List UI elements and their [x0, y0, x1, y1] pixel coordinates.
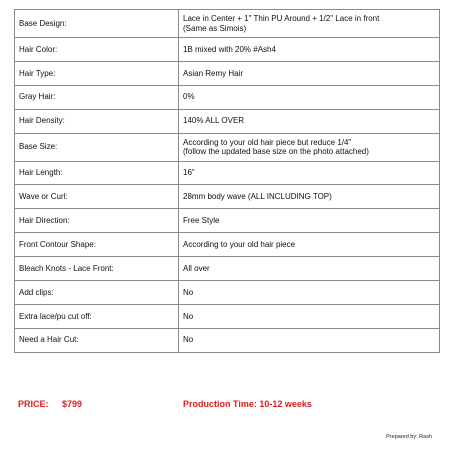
table-row: [15, 304, 440, 328]
row-value-line: All over: [183, 263, 210, 273]
row-label: Wave or Curl:: [15, 185, 179, 209]
row-value-line: 1B mixed with 20% #Ash4: [183, 44, 276, 54]
row-label: Gray Hair:: [15, 85, 179, 109]
row-label: Base Size:: [15, 133, 179, 161]
row-value-line: Free Style: [183, 216, 220, 226]
row-value-line: No: [183, 311, 194, 321]
table-row: [15, 233, 440, 257]
table-row: [15, 61, 440, 85]
row-value: [179, 85, 440, 109]
row-value-line: According to your old hair piece: [183, 239, 296, 249]
row-value: [179, 38, 440, 62]
price-label: PRICE:: [18, 399, 49, 409]
table-row: [15, 10, 440, 38]
table-row: [15, 257, 440, 281]
table-row: [15, 38, 440, 62]
price-value: $799: [62, 399, 83, 409]
row-label: Hair Direction:: [15, 209, 179, 233]
row-value: [179, 109, 440, 133]
row-value: [179, 257, 440, 281]
row-value-line: (Same as Simois): [183, 23, 247, 33]
row-label: Hair Type:: [15, 61, 179, 85]
row-value-line: 0%: [183, 92, 195, 102]
row-label: Hair Density:: [15, 109, 179, 133]
row-value: [179, 304, 440, 328]
table-row: [15, 209, 440, 233]
table-row: [15, 109, 440, 133]
row-label: Bleach Knots - Lace Front:: [15, 257, 179, 281]
row-value-line: 28mm body wave (ALL INCLUDING TOP): [183, 192, 332, 202]
production-time: Production Time: 10-12 weeks: [183, 399, 312, 409]
table-row: [15, 281, 440, 305]
row-label: Hair Color:: [15, 38, 179, 62]
row-value: [179, 161, 440, 185]
table-row: [15, 185, 440, 209]
row-value: [179, 10, 440, 38]
row-value-line: According to your old hair piece but reduce 1/4": [183, 137, 352, 147]
table-row: [15, 133, 440, 161]
row-value: [179, 61, 440, 85]
row-value: [179, 328, 440, 352]
table-row: [15, 85, 440, 109]
row-value-line: (follow the updated base size on the photo attached): [183, 147, 369, 157]
row-value-line: Lace in Center + 1" Thin PU Around + 1/2" Lace in front: [183, 14, 380, 23]
row-label: Base Design:: [15, 10, 179, 38]
row-value: [179, 209, 440, 233]
row-label: Extra lace/pu cut off:: [15, 304, 179, 328]
row-value-line: No: [183, 335, 194, 345]
row-label: Front Contour Shape:: [15, 233, 179, 257]
row-value: [179, 281, 440, 305]
table-row: [15, 328, 440, 352]
row-value: [179, 233, 440, 257]
row-label: Add clips:: [15, 281, 179, 305]
row-value-line: 140% ALL OVER: [183, 116, 245, 126]
row-label: Hair Length:: [15, 161, 179, 185]
spec-table-body: [15, 10, 440, 353]
row-value-line: Asian Remy Hair: [183, 68, 244, 78]
row-value: [179, 185, 440, 209]
order-spec-table: [14, 9, 440, 353]
table-row: [15, 161, 440, 185]
row-value-line: No: [183, 287, 194, 297]
row-value-line: 16": [183, 168, 195, 178]
prepared-by: Prepared by: Rash: [386, 434, 432, 440]
row-value: [179, 133, 440, 161]
row-label: Need a Hair Cut:: [15, 328, 179, 352]
